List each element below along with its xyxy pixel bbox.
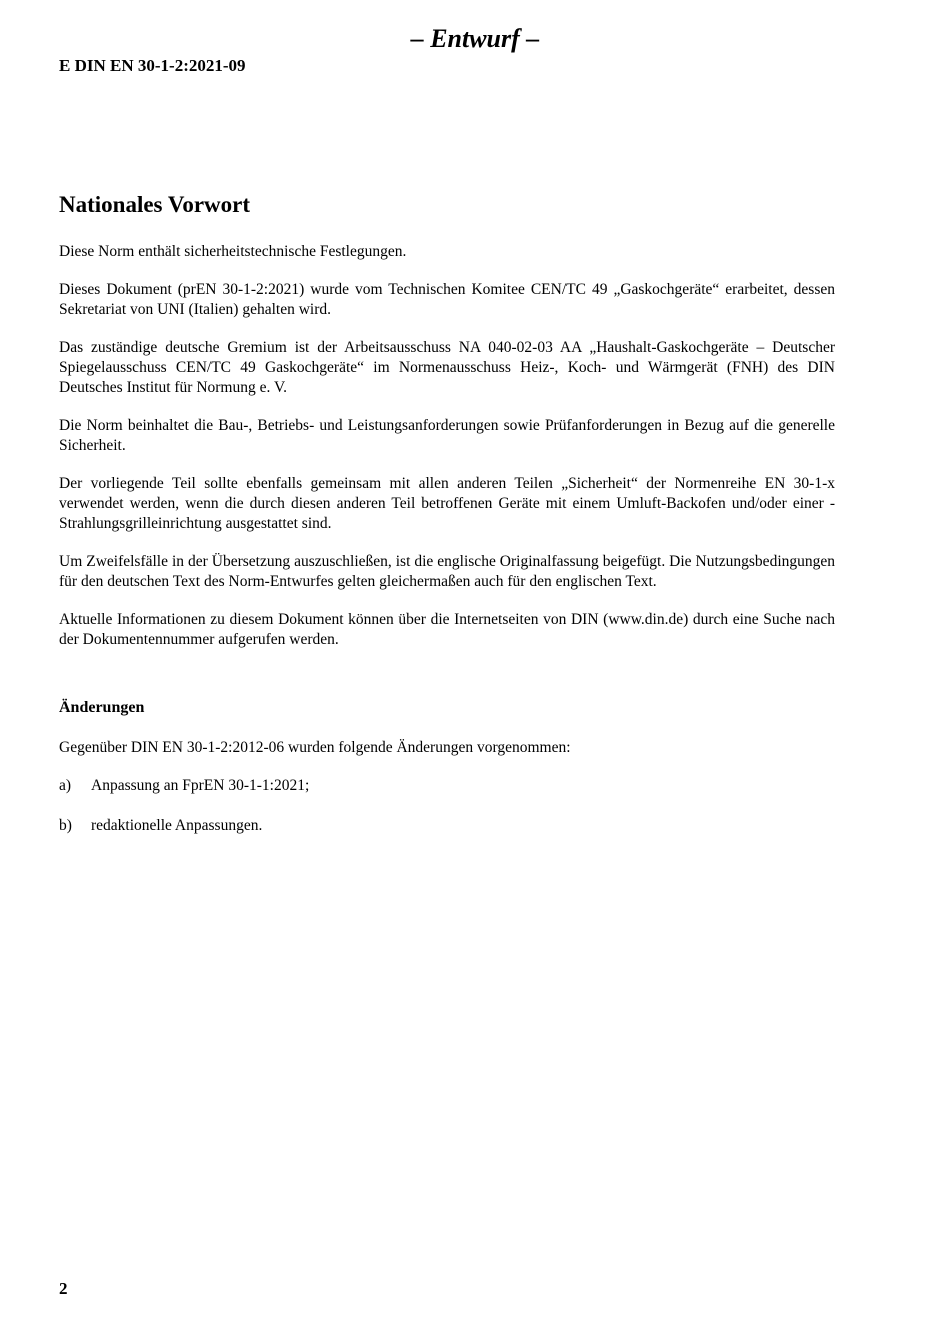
foreword-paragraph: Um Zweifelsfälle in der Übersetzung auszuschließen, ist die englische Originalfassung beigefügt. Die Nutzungsbedingungen für den deutschen Text des Norm-Entwurfes gelten gleichermaßen auch für den englischen Text. (59, 553, 835, 590)
changes-list (59, 776, 835, 836)
foreword-title: Nationales Vorwort (59, 192, 251, 217)
foreword-paragraph: Aktuelle Informationen zu diesem Dokument können über die Internetseiten von DIN (www.din.de) durch eine Suche nach der Dokumentennummer aufgerufen werden. (59, 611, 835, 648)
foreword-paragraph: Die Norm beinhaltet die Bau-, Betriebs- und Leistungsanforderungen sowie Prüfanforderungen in Bezug auf die generelle Sicherheit. (59, 417, 835, 454)
list-marker: b) (59, 817, 72, 834)
foreword-paragraph: Das zuständige deutsche Gremium ist der Arbeitsausschuss NA 040-02-03 AA „Haushalt-Gaskochgeräte – Deutscher Spiegelausschuss CEN/TC 49 Gaskochgeräte“ im Normenausschuss Heiz-, Koch- und Wärmgerät (FNH) des DIN Deutsches Institut für Normung e. V. (59, 339, 835, 396)
list-marker: a) (59, 777, 72, 794)
page-number: 2 (59, 1279, 68, 1298)
list-item (59, 816, 835, 836)
list-item-text: Anpassung an FprEN 30-1-1:2021; (91, 777, 310, 794)
document-id: E DIN EN 30-1-2:2021-09 (59, 56, 246, 75)
foreword-paragraph: Dieses Dokument (prEN 30-1-2:2021) wurde vom Technischen Komitee CEN/TC 49 „Gaskochgeräte“ erarbeitet, dessen Sekretariat von UNI (Italien) gehalten wird. (59, 281, 835, 318)
draft-watermark: – Entwurf – (410, 24, 540, 53)
changes-title: Änderungen (59, 699, 145, 716)
list-item (59, 776, 835, 796)
foreword-paragraph: Der vorliegende Teil sollte ebenfalls gemeinsam mit allen anderen Teilen „Sicherheit“ der Normenreihe EN 30-1-x verwendet werden, wenn die durch diesen anderen Teil betroffenen Geräte mit einem Umluft-Backofen und/oder einer -Strahlungsgrilleinrichtung ausgestattet sind. (59, 475, 835, 532)
changes-intro: Gegenüber DIN EN 30-1-2:2012-06 wurden folgende Änderungen vorgenommen: (59, 739, 571, 756)
list-item-text: redaktionelle Anpassungen. (91, 817, 263, 834)
foreword-paragraph: Diese Norm enthält sicherheitstechnische Festlegungen. (59, 243, 407, 260)
page-content (59, 190, 835, 856)
